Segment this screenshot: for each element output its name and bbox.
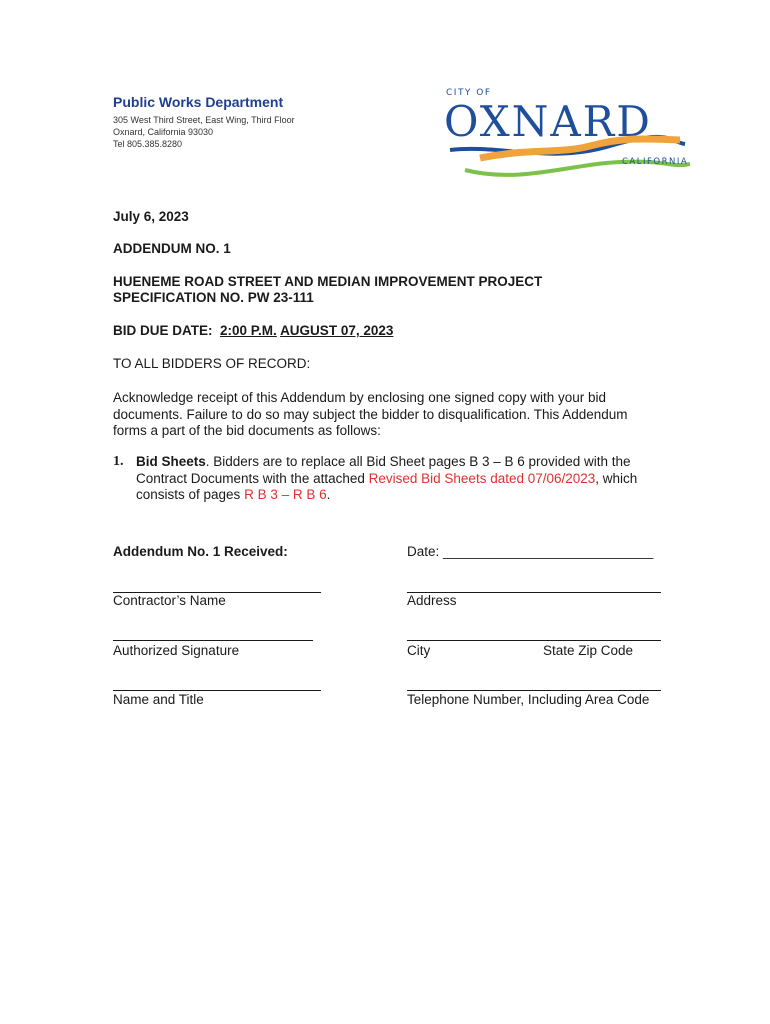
- salutation: TO ALL BIDDERS OF RECORD:: [113, 356, 311, 371]
- city-state-zip-line[interactable]: [407, 640, 661, 641]
- city-label: City: [407, 643, 431, 658]
- received-label: Addendum No. 1 Received:: [113, 544, 288, 559]
- item-1-text-c: .: [326, 487, 331, 502]
- telephone-line[interactable]: [407, 690, 661, 691]
- department-name: Public Works Department: [113, 94, 284, 110]
- item-1-text-b: , which consists of pages: [136, 470, 638, 502]
- bid-due-time: 2:00 P.M.: [220, 323, 277, 338]
- bid-due-label: BID DUE DATE:: [113, 323, 213, 338]
- logo-name: OXNARD: [444, 97, 652, 146]
- specification-number: SPECIFICATION NO. PW 23-111: [113, 290, 314, 305]
- logo-city-of: CITY OF: [446, 88, 492, 98]
- signature-line[interactable]: [113, 640, 313, 641]
- phone-line: Tel 805.385.8280: [113, 139, 183, 149]
- name-title-line[interactable]: [113, 690, 321, 691]
- address-label: Address: [407, 593, 457, 608]
- city-logo: [440, 84, 700, 184]
- intro-paragraph: Acknowledge receipt of this Addendum by enclosing one signed copy with your bid documents. Failure to do so may subject the bidder to disqualification. This Addendum forms a part of the bid documents as follows:: [113, 390, 628, 438]
- date-field[interactable]: Date: ____________________________: [407, 544, 654, 559]
- state-zip-label: State Zip Code: [543, 643, 634, 658]
- addendum-number: ADDENDUM NO. 1: [113, 241, 231, 256]
- item-1-pages: R B 3 – R B 6: [244, 487, 327, 502]
- project-title: HUENEME ROAD STREET AND MEDIAN IMPROVEMENT PROJECT: [113, 274, 543, 289]
- item-1-revised-sheets: Revised Bid Sheets dated 07/06/2023: [368, 470, 596, 486]
- bid-due-line: [113, 323, 393, 339]
- letter-date: July 6, 2023: [113, 209, 189, 224]
- bid-due-date: AUGUST 07, 2023: [280, 323, 394, 338]
- signature-label: Authorized Signature: [113, 643, 240, 658]
- name-title-label: Name and Title: [113, 692, 204, 707]
- item-1-title: Bid Sheets: [136, 454, 206, 469]
- item-1-text-a: . Bidders are to replace all Bid Sheet pages B 3 – B 6 provided with the Contract Documents with the attached: [136, 454, 631, 486]
- contractor-name-label: Contractor’s Name: [113, 593, 226, 608]
- address-line-1: 305 West Third Street, East Wing, Third Floor: [113, 115, 295, 125]
- item-1-number: 1.: [113, 454, 124, 469]
- telephone-label: Telephone Number, Including Area Code: [407, 692, 650, 707]
- logo-california: CALIFORNIA: [622, 157, 689, 167]
- item-1: [113, 454, 658, 504]
- address-line-2: Oxnard, California 93030: [113, 127, 214, 137]
